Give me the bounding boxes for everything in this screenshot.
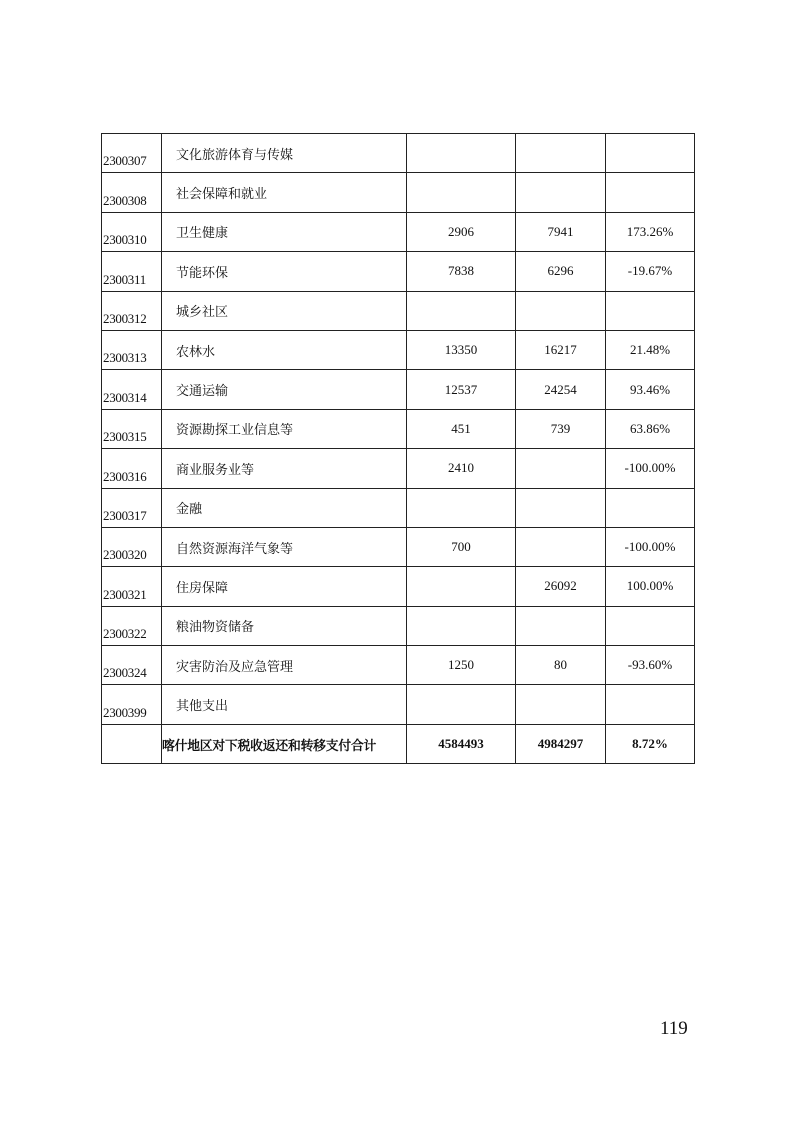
current-year-value-cell bbox=[516, 134, 606, 173]
prior-year-value-cell: 451 bbox=[407, 409, 516, 448]
item-name-cell: 资源勘探工业信息等 bbox=[162, 409, 407, 448]
prior-year-value-cell: 12537 bbox=[407, 370, 516, 409]
prior-year-value-cell bbox=[407, 606, 516, 645]
item-code-cell: 2300307 bbox=[102, 134, 162, 173]
table-row bbox=[102, 252, 695, 291]
item-name-cell: 自然资源海洋气象等 bbox=[162, 527, 407, 566]
item-code-cell: 2300315 bbox=[102, 409, 162, 448]
change-percent-cell: 93.46% bbox=[606, 370, 695, 409]
budget-table bbox=[101, 133, 695, 764]
change-percent-cell: -19.67% bbox=[606, 252, 695, 291]
prior-year-value-cell bbox=[407, 134, 516, 173]
item-code-cell: 2300311 bbox=[102, 252, 162, 291]
current-year-value-cell bbox=[516, 685, 606, 724]
prior-year-value-cell bbox=[407, 291, 516, 330]
prior-year-value-cell: 2906 bbox=[407, 212, 516, 251]
item-name-cell: 节能环保 bbox=[162, 252, 407, 291]
item-code-cell: 2300322 bbox=[102, 606, 162, 645]
item-code-cell: 2300308 bbox=[102, 173, 162, 212]
table-row bbox=[102, 134, 695, 173]
item-name-cell: 卫生健康 bbox=[162, 212, 407, 251]
current-year-value-cell: 80 bbox=[516, 646, 606, 685]
current-year-value-cell: 16217 bbox=[516, 330, 606, 369]
item-name-cell: 农林水 bbox=[162, 330, 407, 369]
item-name-cell: 金融 bbox=[162, 488, 407, 527]
prior-year-value-cell bbox=[407, 173, 516, 212]
total-row bbox=[102, 724, 695, 763]
item-name-cell: 城乡社区 bbox=[162, 291, 407, 330]
current-year-value-cell: 7941 bbox=[516, 212, 606, 251]
item-code-cell bbox=[102, 724, 162, 763]
table-row bbox=[102, 409, 695, 448]
current-year-value-cell: 24254 bbox=[516, 370, 606, 409]
change-percent-cell: 21.48% bbox=[606, 330, 695, 369]
page-number: 119 bbox=[660, 1018, 688, 1039]
table-row bbox=[102, 212, 695, 251]
current-year-value-cell bbox=[516, 488, 606, 527]
item-code-cell: 2300310 bbox=[102, 212, 162, 251]
item-code-cell: 2300317 bbox=[102, 488, 162, 527]
current-year-value-cell bbox=[516, 606, 606, 645]
item-code-cell: 2300320 bbox=[102, 527, 162, 566]
table-row bbox=[102, 449, 695, 488]
item-code-cell: 2300399 bbox=[102, 685, 162, 724]
table-row bbox=[102, 606, 695, 645]
item-code-cell: 2300313 bbox=[102, 330, 162, 369]
item-name-cell: 其他支出 bbox=[162, 685, 407, 724]
prior-year-value-cell: 7838 bbox=[407, 252, 516, 291]
current-year-value-cell bbox=[516, 291, 606, 330]
prior-year-value-cell bbox=[407, 685, 516, 724]
change-percent-cell: 63.86% bbox=[606, 409, 695, 448]
current-year-value-cell: 26092 bbox=[516, 567, 606, 606]
table-row bbox=[102, 567, 695, 606]
item-code-cell: 2300314 bbox=[102, 370, 162, 409]
table-body bbox=[102, 134, 695, 764]
prior-year-value-cell: 2410 bbox=[407, 449, 516, 488]
change-percent-cell bbox=[606, 134, 695, 173]
change-percent-cell: -100.00% bbox=[606, 449, 695, 488]
prior-year-value-cell: 1250 bbox=[407, 646, 516, 685]
change-percent-cell bbox=[606, 291, 695, 330]
table-row bbox=[102, 685, 695, 724]
prior-year-value-cell bbox=[407, 488, 516, 527]
item-code-cell: 2300316 bbox=[102, 449, 162, 488]
table-row bbox=[102, 527, 695, 566]
change-percent-cell: 8.72% bbox=[606, 724, 695, 763]
change-percent-cell: -100.00% bbox=[606, 527, 695, 566]
item-name-cell: 喀什地区对下税收返还和转移支付合计 bbox=[162, 724, 407, 763]
change-percent-cell: 100.00% bbox=[606, 567, 695, 606]
prior-year-value-cell: 13350 bbox=[407, 330, 516, 369]
current-year-value-cell bbox=[516, 527, 606, 566]
item-name-cell: 社会保障和就业 bbox=[162, 173, 407, 212]
table-row bbox=[102, 173, 695, 212]
change-percent-cell: -93.60% bbox=[606, 646, 695, 685]
item-code-cell: 2300321 bbox=[102, 567, 162, 606]
current-year-value-cell bbox=[516, 449, 606, 488]
item-name-cell: 文化旅游体育与传媒 bbox=[162, 134, 407, 173]
item-code-cell: 2300312 bbox=[102, 291, 162, 330]
item-name-cell: 灾害防治及应急管理 bbox=[162, 646, 407, 685]
table-row bbox=[102, 330, 695, 369]
item-name-cell: 粮油物资储备 bbox=[162, 606, 407, 645]
current-year-value-cell: 739 bbox=[516, 409, 606, 448]
change-percent-cell: 173.26% bbox=[606, 212, 695, 251]
item-name-cell: 交通运输 bbox=[162, 370, 407, 409]
change-percent-cell bbox=[606, 685, 695, 724]
change-percent-cell bbox=[606, 173, 695, 212]
table-row bbox=[102, 291, 695, 330]
item-name-cell: 商业服务业等 bbox=[162, 449, 407, 488]
current-year-value-cell bbox=[516, 173, 606, 212]
item-code-cell: 2300324 bbox=[102, 646, 162, 685]
prior-year-value-cell bbox=[407, 567, 516, 606]
prior-year-value-cell: 4584493 bbox=[407, 724, 516, 763]
current-year-value-cell: 6296 bbox=[516, 252, 606, 291]
change-percent-cell bbox=[606, 606, 695, 645]
item-name-cell: 住房保障 bbox=[162, 567, 407, 606]
current-year-value-cell: 4984297 bbox=[516, 724, 606, 763]
table-row bbox=[102, 646, 695, 685]
prior-year-value-cell: 700 bbox=[407, 527, 516, 566]
table-row bbox=[102, 370, 695, 409]
change-percent-cell bbox=[606, 488, 695, 527]
table-row bbox=[102, 488, 695, 527]
